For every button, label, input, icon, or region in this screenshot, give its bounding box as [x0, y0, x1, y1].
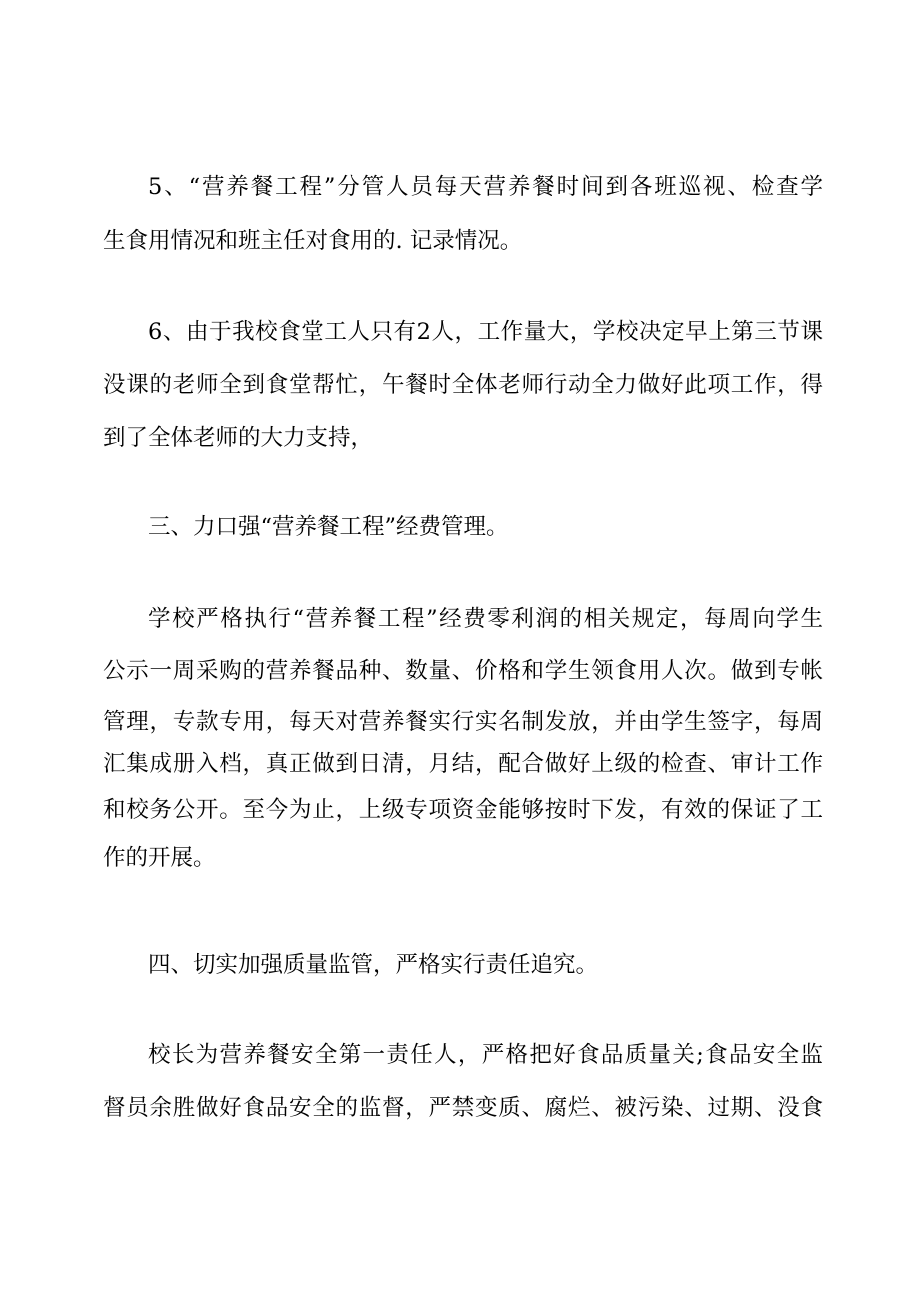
paragraph-line: 校长为营养餐安全第一责任人，严格把好食品质量关;食品安全监 — [148, 1042, 823, 1068]
section-heading: 四、切实加强质量监管，严格实行责任追究。 — [148, 952, 599, 978]
paragraph-line: 6、由于我校食堂工人只有2人，工作量大，学校决定早上第三节课 — [148, 319, 823, 345]
section-heading: 三、力口强“营养餐工程”经费管理。 — [148, 514, 509, 540]
paragraph-line: 没课的老师全到食堂帮忙，午餐时全体老师行动全力做好此项工作，得 — [103, 372, 823, 398]
paragraph-line: 学校严格执行“营养餐工程”经费零利润的相关规定，每周向学生 — [148, 606, 823, 632]
paragraph-line: 和校务公开。至今为止，上级专项资金能够按时下发，有效的保证了工 — [103, 797, 823, 823]
paragraph-line: 公示一周采购的营养餐品种、数量、价格和学生领食用人次。做到专帐 — [103, 658, 823, 684]
paragraph-line: 生食用情况和班主任对食用的. 记录情况。 — [103, 228, 523, 254]
paragraph-line: 作的开展。 — [103, 845, 216, 871]
paragraph-line: 到了全体老师的大力支持， — [103, 425, 374, 451]
paragraph-line: 管理，专款专用，每天对营养餐实行实名制发放，并由学生签字，每周 — [103, 709, 823, 735]
paragraph-line: 汇集成册入档，真正做到日清，月结，配合做好上级的检查、审计工作 — [103, 751, 823, 777]
paragraph-line: 督员余胜做好食品安全的监督，严禁变质、腐烂、被污染、过期、没食 — [103, 1095, 823, 1121]
paragraph-line: 5、“营养餐工程”分管人员每天营养餐时间到各班巡视、检查学 — [148, 174, 823, 200]
